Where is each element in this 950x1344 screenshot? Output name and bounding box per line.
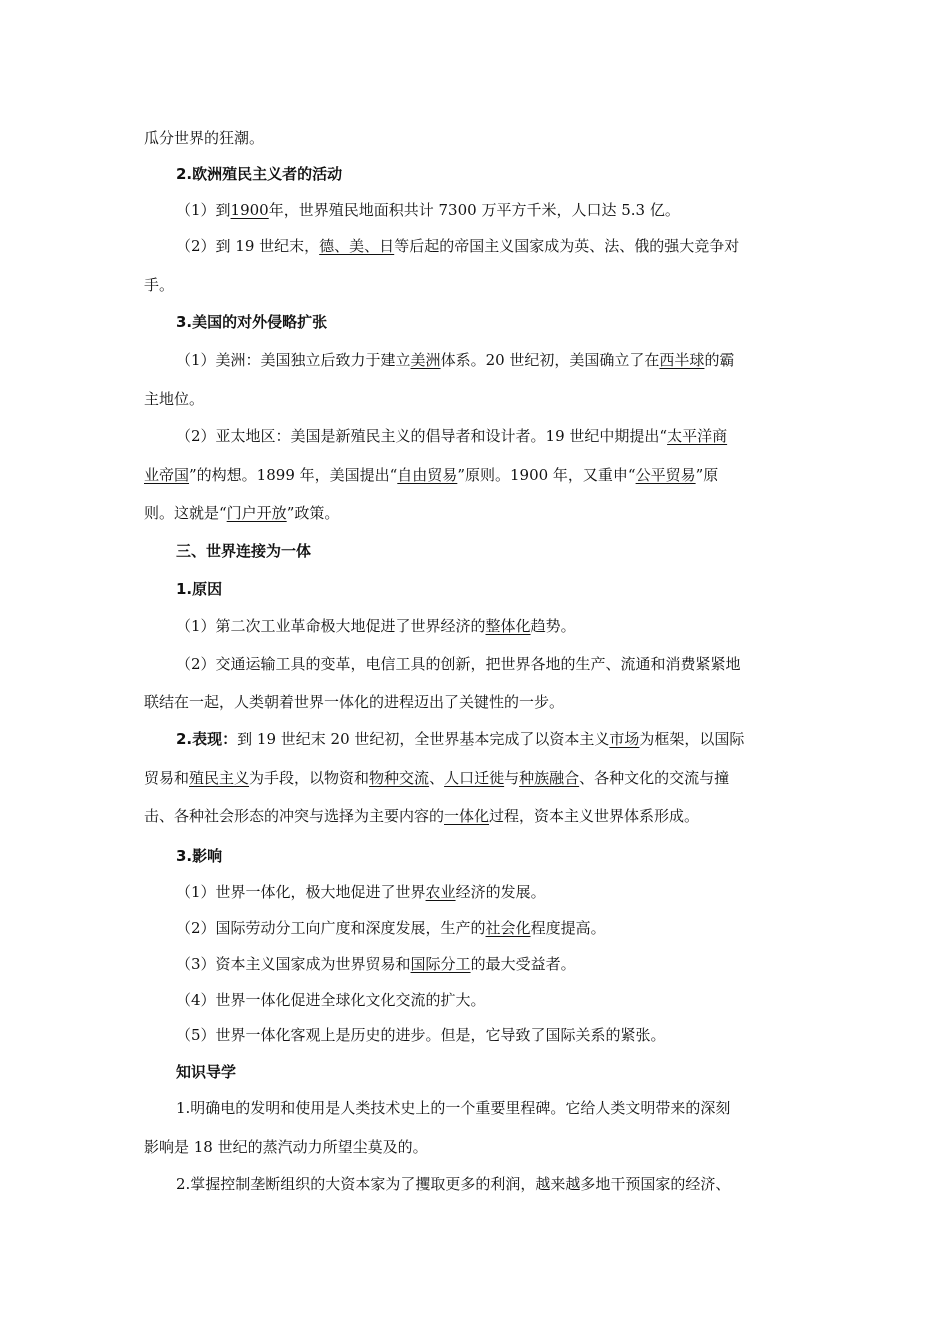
text: （5）世界一体化客观上是历史的进步。但是，它导致了国际关系的紧张。 <box>176 1026 666 1044</box>
text: （4）世界一体化促进全球化文化交流的扩大。 <box>176 991 486 1009</box>
text: 为框架，以国际 <box>639 730 745 748</box>
heading-text: 3.美国的对外侵略扩张 <box>176 313 328 331</box>
text: ”的构想。1899 年，美国提出“ <box>189 466 398 484</box>
text-line <box>144 692 814 712</box>
text: 过程，资本主义世界体系形成。 <box>489 807 700 825</box>
text: （1）第二次工业革命极大地促进了世界经济的 <box>176 617 486 635</box>
text: 手。 <box>144 276 175 294</box>
underlined-keyword: 物种交流 <box>369 769 430 787</box>
text-line <box>176 426 816 446</box>
text: 贸易和 <box>144 769 190 787</box>
text: （2）交通运输工具的变革，电信工具的创新，把世界各地的生产、流通和消费紧紧地 <box>176 655 741 673</box>
text-line <box>144 389 814 409</box>
text: （1）世界一体化，极大地促进了世界 <box>176 883 426 901</box>
text-line <box>176 200 816 220</box>
underlined-keyword: 自由贸易 <box>397 466 458 484</box>
text-line <box>144 275 814 295</box>
underlined-keyword: 种族融合 <box>519 769 580 787</box>
underlined-keyword: 国际分工 <box>410 955 471 973</box>
text-line <box>176 954 816 974</box>
text: （2）亚太地区：美国是新殖民主义的倡导者和设计者。19 世纪中期提出“ <box>176 427 668 445</box>
text: 击、各种社会形态的冲突与选择为主要内容的 <box>144 807 445 825</box>
underlined-keyword: 整体化 <box>485 617 531 635</box>
text-line <box>176 882 816 902</box>
text-line <box>144 806 814 826</box>
underlined-keyword: 农业 <box>425 883 456 901</box>
text: 、 <box>429 769 445 787</box>
underlined-keyword: 公平贸易 <box>635 466 696 484</box>
text: （1）到 <box>176 201 231 219</box>
text: ”政策。 <box>286 504 340 522</box>
underlined-keyword: 西半球 <box>659 351 705 369</box>
text: 程度提高。 <box>530 919 606 937</box>
text-line <box>144 128 814 148</box>
underlined-keyword: 殖民主义 <box>189 769 250 787</box>
underlined-keyword: 人口迁徙 <box>444 769 505 787</box>
text-line <box>144 465 814 485</box>
heading-text: 2.欧洲殖民主义者的活动 <box>176 165 343 183</box>
text: 影响是 18 世纪的蒸汽动力所望尘莫及的。 <box>144 1138 428 1156</box>
text: 、各种文化的交流与撞 <box>579 769 730 787</box>
text: 体系。20 世纪初，美国确立了在 <box>440 351 660 369</box>
text: 与 <box>504 769 520 787</box>
section-heading <box>176 846 816 866</box>
text-line <box>176 1174 816 1194</box>
section-heading <box>176 164 816 184</box>
text-line <box>144 503 814 523</box>
text: ”原则。1900 年，又重申“ <box>457 466 636 484</box>
underlined-keyword: 市场 <box>609 730 640 748</box>
underlined-keyword: 业帝国 <box>144 466 190 484</box>
section-heading <box>176 1062 816 1082</box>
text-line <box>176 729 816 749</box>
underlined-keyword: 门户开放 <box>226 504 287 522</box>
underlined-keyword: 一体化 <box>444 807 490 825</box>
text: 2.掌握控制垄断组织的大资本家为了攫取更多的利润，越来越多地干预国家的经济、 <box>176 1175 731 1193</box>
text: （2）国际劳动分工向广度和深度发展，生产的 <box>176 919 486 937</box>
section-heading <box>176 541 816 561</box>
text: 瓜分世界的狂潮。 <box>144 129 265 147</box>
text: 到 19 世纪末 20 世纪初，全世界基本完成了以资本主义 <box>237 730 610 748</box>
heading-text: 1.原因 <box>176 580 223 598</box>
text-line <box>176 1098 816 1118</box>
text-line <box>176 918 816 938</box>
text: 联结在一起，人类朝着世界一体化的进程迈出了关键性的一步。 <box>144 693 565 711</box>
text: 经济的发展。 <box>455 883 546 901</box>
text: （3）资本主义国家成为世界贸易和 <box>176 955 411 973</box>
text: 则。这就是“ <box>144 504 227 522</box>
text: 趋势。 <box>530 617 576 635</box>
text-line <box>176 236 816 256</box>
text-line <box>176 350 816 370</box>
text: ”原 <box>695 466 719 484</box>
heading-text: 3.影响 <box>176 847 223 865</box>
heading-text: 2.表现： <box>176 730 238 748</box>
text-line <box>144 1137 814 1157</box>
text: 1.明确电的发明和使用是人类技术史上的一个重要里程碑。它给人类文明带来的深刻 <box>176 1099 731 1117</box>
text-line <box>176 990 816 1010</box>
section-heading <box>176 312 816 332</box>
heading-text: 知识导学 <box>176 1063 237 1081</box>
text: （1）美洲：美国独立后致力于建立 <box>176 351 411 369</box>
underlined-keyword: 1900 <box>230 201 269 219</box>
text: 的霸 <box>704 351 735 369</box>
underlined-keyword: 社会化 <box>485 919 531 937</box>
text: （2）到 19 世纪末， <box>176 237 320 255</box>
text-line <box>176 654 816 674</box>
text: 主地位。 <box>144 390 205 408</box>
heading-text: 三、世界连接为一体 <box>176 542 312 560</box>
section-heading <box>176 579 816 599</box>
text: 年，世界殖民地面积共计 7300 万平方千米，人口达 5.3 亿。 <box>268 201 680 219</box>
text-line <box>176 1025 816 1045</box>
underlined-keyword: 太平洋商 <box>667 427 728 445</box>
text-line <box>176 616 816 636</box>
text: 等后起的帝国主义国家成为英、法、俄的强大竞争对 <box>394 237 740 255</box>
underlined-keyword: 美洲 <box>410 351 441 369</box>
text: 为手段，以物资和 <box>249 769 370 787</box>
text: 的最大受益者。 <box>470 955 576 973</box>
underlined-keyword: 德、美、日 <box>319 237 395 255</box>
text-line <box>144 768 814 788</box>
